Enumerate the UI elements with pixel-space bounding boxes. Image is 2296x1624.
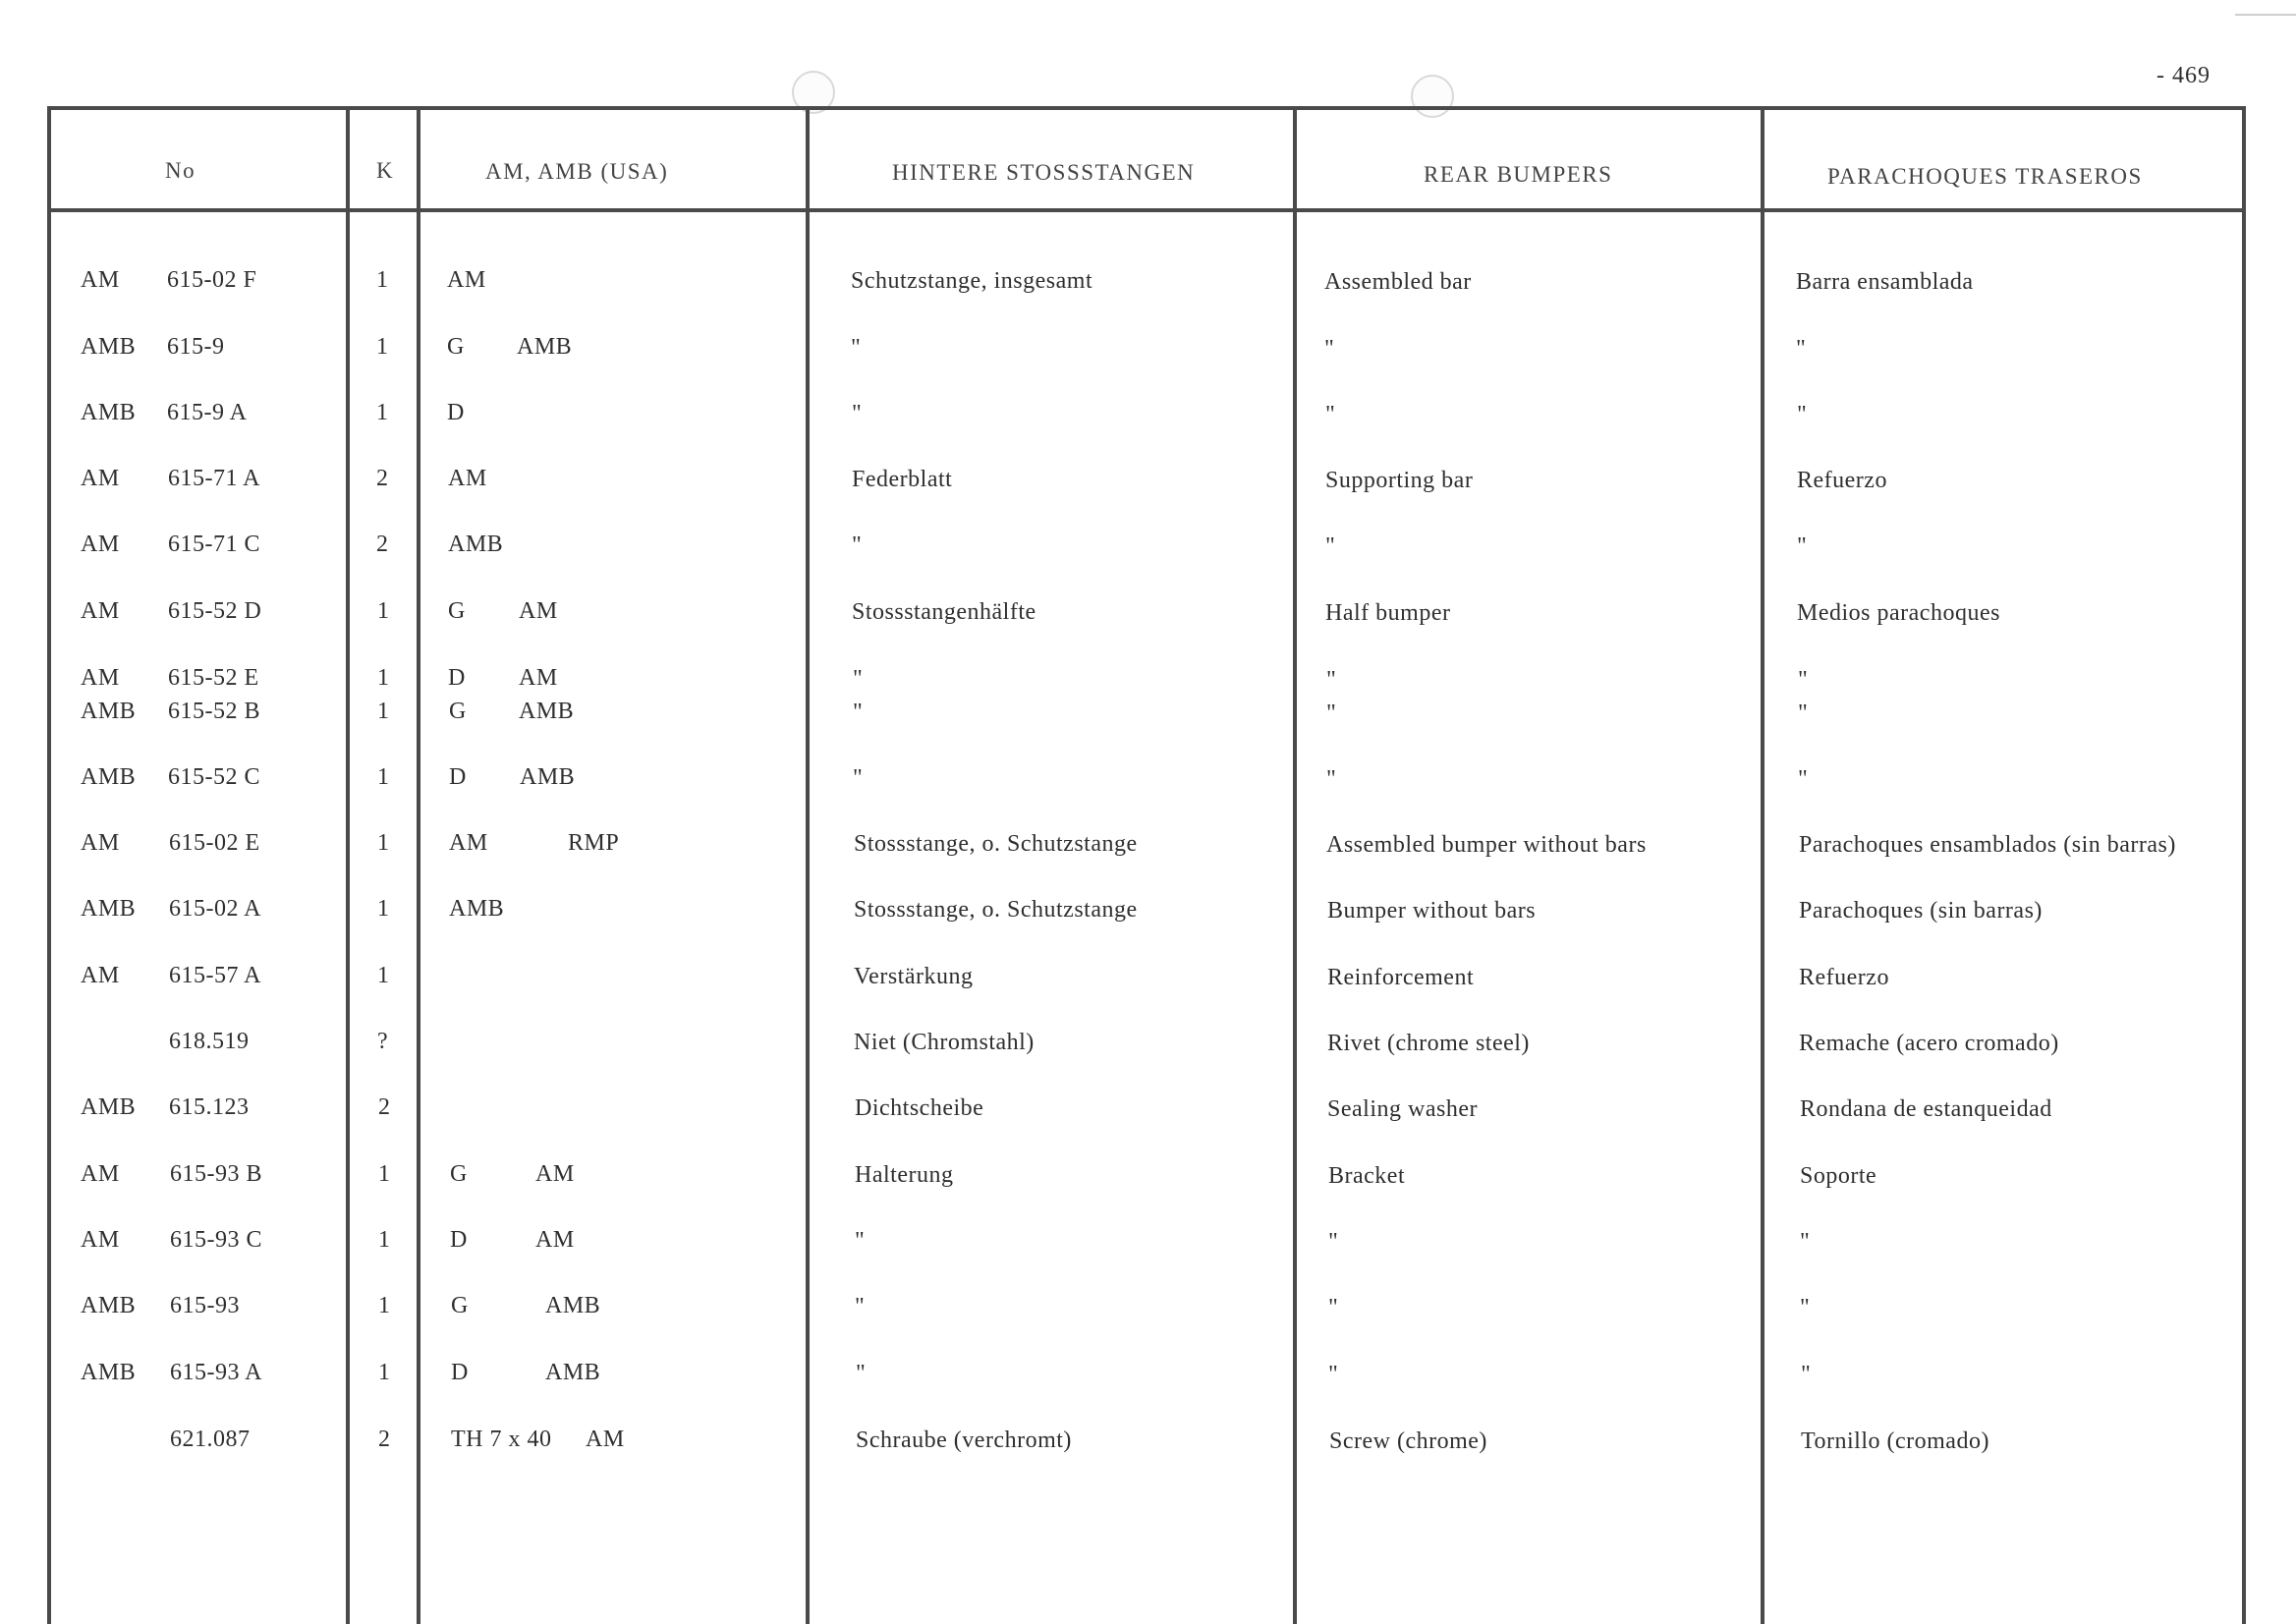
spanish-description-cell: Rondana de estanqueidad (1800, 1096, 2052, 1122)
model-cell: AM (81, 963, 120, 988)
applicability-cell: G (447, 334, 465, 360)
english-description-cell: " (1325, 532, 1336, 559)
quantity-cell: 2 (376, 466, 389, 491)
model-cell: AM (81, 1227, 120, 1253)
part-number-cell: 615-9 A (167, 400, 248, 425)
model-cell: AMB (81, 764, 137, 790)
english-description-cell: Sealing washer (1327, 1095, 1478, 1122)
model-cell: AMB (81, 1094, 137, 1120)
english-description-cell: Half bumper (1325, 599, 1451, 626)
spanish-description-cell: " (1797, 533, 1808, 559)
spanish-description-cell: Parachoques ensamblados (sin barras) (1799, 832, 2176, 858)
german-description-cell: Dichtscheibe (855, 1095, 984, 1122)
spanish-description-cell: Soporte (1800, 1163, 1877, 1189)
model-cell: AMB (81, 1360, 137, 1385)
spanish-description-cell: " (1798, 766, 1809, 792)
part-number-cell: 621.087 (170, 1427, 251, 1452)
quantity-cell: 2 (376, 532, 389, 557)
english-description-cell: Supporting bar (1325, 467, 1474, 493)
applicability-variant-cell: AMB (520, 764, 576, 790)
applicability-variant-cell: AM (535, 1227, 575, 1253)
part-number-cell: 615-71 C (168, 532, 260, 557)
punch-hole (1411, 75, 1454, 118)
column-rule (806, 106, 810, 1624)
applicability-cell: AM (448, 466, 487, 491)
quantity-cell: 1 (378, 1293, 391, 1318)
header-bottom-rule (47, 208, 2244, 212)
model-cell: AM (81, 1161, 120, 1187)
quantity-cell: ? (377, 1029, 389, 1054)
applicability-cell: D (449, 764, 467, 790)
part-number-cell: 618.519 (169, 1029, 250, 1054)
page-number: - 469 (2156, 63, 2211, 88)
part-number-cell: 615-9 (167, 334, 225, 360)
applicability-variant-cell: AMB (519, 699, 575, 724)
german-description-cell: Halterung (855, 1162, 954, 1189)
part-number-cell: 615-71 A (168, 466, 260, 491)
part-number-cell: 615-57 A (169, 963, 261, 988)
quantity-cell: 1 (377, 764, 390, 790)
spanish-description-cell: " (1798, 700, 1809, 726)
german-description-cell: " (852, 401, 863, 427)
model-cell: AMB (81, 896, 137, 922)
quantity-cell: 1 (378, 1360, 391, 1385)
applicability-variant-cell: AM (535, 1161, 575, 1187)
spanish-description-cell: " (1796, 336, 1807, 362)
applicability-cell: AMB (449, 896, 505, 922)
model-cell: AMB (81, 400, 137, 425)
spanish-description-cell: Remache (acero cromado) (1799, 1031, 2059, 1056)
column-rule (417, 106, 420, 1624)
applicability-cell: G (451, 1293, 469, 1318)
english-description-cell: " (1326, 765, 1337, 792)
spanish-description-cell: Medios parachoques (1797, 600, 2000, 626)
model-cell: AM (81, 665, 120, 691)
column-rule (346, 106, 350, 1624)
model-cell: AM (81, 267, 120, 293)
header-applicability: AM, AMB (USA) (485, 159, 669, 184)
table-top-rule (47, 106, 2244, 110)
applicability-cell: AM (449, 830, 488, 856)
part-number-cell: 615-93 A (170, 1360, 262, 1385)
applicability-variant-cell: AMB (545, 1293, 601, 1318)
english-description-cell: Screw (chrome) (1329, 1428, 1487, 1454)
german-description-cell: " (853, 765, 864, 792)
quantity-cell: 1 (378, 1227, 391, 1253)
part-number-cell: 615-02 F (167, 267, 257, 293)
quantity-cell: 1 (377, 830, 390, 856)
part-number-cell: 615-93 (170, 1293, 240, 1318)
german-description-cell: Schraube (verchromt) (856, 1428, 1072, 1454)
german-description-cell: Federblatt (852, 467, 953, 493)
english-description-cell: Bracket (1328, 1162, 1406, 1189)
german-description-cell: Schutzstange, insgesamt (851, 268, 1093, 295)
applicability-cell: AM (447, 267, 486, 293)
part-number-cell: 615-02 A (169, 896, 261, 922)
german-description-cell: Stossstange, o. Schutzstange (854, 897, 1138, 924)
header-english: REAR BUMPERS (1424, 162, 1613, 187)
header-spanish: PARACHOQUES TRASEROS (1827, 164, 2143, 189)
english-description-cell: Assembled bumper without bars (1326, 831, 1647, 858)
quantity-cell: 1 (376, 334, 389, 360)
applicability-variant-cell: AM (586, 1427, 625, 1452)
part-number-cell: 615-93 B (170, 1161, 262, 1187)
model-cell: AM (81, 532, 120, 557)
applicability-variant-cell: AM (519, 665, 558, 691)
scan-edge-mark (2235, 14, 2296, 16)
spanish-description-cell: " (1797, 402, 1808, 427)
quantity-cell: 1 (377, 896, 390, 922)
quantity-cell: 1 (376, 267, 389, 293)
german-description-cell: " (855, 1228, 866, 1255)
applicability-cell: G (448, 598, 466, 624)
column-rule (47, 106, 51, 1624)
part-number-cell: 615-52 E (168, 665, 259, 691)
applicability-cell: AMB (448, 532, 504, 557)
applicability-cell: D (448, 665, 466, 691)
quantity-cell: 1 (377, 963, 390, 988)
applicability-cell: G (449, 699, 467, 724)
applicability-cell: G (450, 1161, 468, 1187)
model-cell: AMB (81, 334, 137, 360)
part-number-cell: 615-52 D (168, 598, 262, 624)
german-description-cell: " (855, 1294, 866, 1320)
german-description-cell: " (853, 666, 864, 693)
english-description-cell: Rivet (chrome steel) (1327, 1030, 1530, 1056)
english-description-cell: Bumper without bars (1327, 897, 1537, 924)
applicability-variant-cell: RMP (568, 830, 620, 856)
part-number-cell: 615-93 C (170, 1227, 262, 1253)
header-no: No (165, 158, 196, 183)
german-description-cell: Stossstange, o. Schutzstange (854, 831, 1138, 858)
english-description-cell: " (1325, 401, 1336, 427)
header-german: HINTERE STOSSSTANGEN (892, 160, 1196, 185)
english-description-cell: Assembled bar (1324, 268, 1472, 295)
applicability-variant-cell: AM (519, 598, 558, 624)
model-cell: AM (81, 598, 120, 624)
header-k: K (376, 158, 395, 183)
german-description-cell: " (856, 1361, 867, 1387)
model-cell: AM (81, 830, 120, 856)
part-number-cell: 615-52 B (168, 699, 260, 724)
column-rule (2242, 106, 2246, 1624)
quantity-cell: 1 (377, 699, 390, 724)
spanish-description-cell: " (1800, 1229, 1811, 1255)
quantity-cell: 1 (377, 598, 390, 624)
applicability-cell: D (451, 1360, 469, 1385)
german-description-cell: " (852, 532, 863, 559)
part-number-cell: 615-02 E (169, 830, 260, 856)
column-rule (1293, 106, 1297, 1624)
model-cell: AMB (81, 699, 137, 724)
model-cell: AMB (81, 1293, 137, 1318)
german-description-cell: Niet (Chromstahl) (854, 1030, 1035, 1056)
quantity-cell: 2 (378, 1427, 391, 1452)
english-description-cell: " (1326, 666, 1337, 693)
english-description-cell: " (1328, 1228, 1339, 1255)
quantity-cell: 1 (378, 1161, 391, 1187)
english-description-cell: " (1324, 335, 1335, 362)
applicability-cell: D (447, 400, 465, 425)
english-description-cell: Reinforcement (1327, 964, 1475, 990)
applicability-cell: D (450, 1227, 468, 1253)
spanish-description-cell: Parachoques (sin barras) (1799, 898, 2043, 924)
german-description-cell: " (853, 700, 864, 726)
spanish-description-cell: Barra ensamblada (1796, 269, 1974, 295)
spanish-description-cell: " (1800, 1295, 1811, 1320)
spanish-description-cell: " (1801, 1362, 1812, 1387)
spanish-description-cell: Tornillo (cromado) (1801, 1428, 1989, 1454)
quantity-cell: 1 (377, 665, 390, 691)
spanish-description-cell: Refuerzo (1797, 468, 1887, 493)
spanish-description-cell: Refuerzo (1799, 965, 1889, 990)
german-description-cell: Stossstangenhälfte (852, 599, 1036, 626)
part-number-cell: 615-52 C (168, 764, 260, 790)
english-description-cell: " (1328, 1361, 1339, 1387)
column-rule (1761, 106, 1764, 1624)
quantity-cell: 2 (378, 1094, 391, 1120)
applicability-variant-cell: AMB (545, 1360, 601, 1385)
spanish-description-cell: " (1798, 667, 1809, 693)
applicability-cell: TH 7 x 40 (451, 1427, 552, 1452)
english-description-cell: " (1328, 1294, 1339, 1320)
german-description-cell: " (851, 335, 862, 362)
quantity-cell: 1 (376, 400, 389, 425)
part-number-cell: 615.123 (169, 1094, 250, 1120)
german-description-cell: Verstärkung (854, 964, 974, 990)
applicability-variant-cell: AMB (517, 334, 573, 360)
model-cell: AM (81, 466, 120, 491)
english-description-cell: " (1326, 700, 1337, 726)
